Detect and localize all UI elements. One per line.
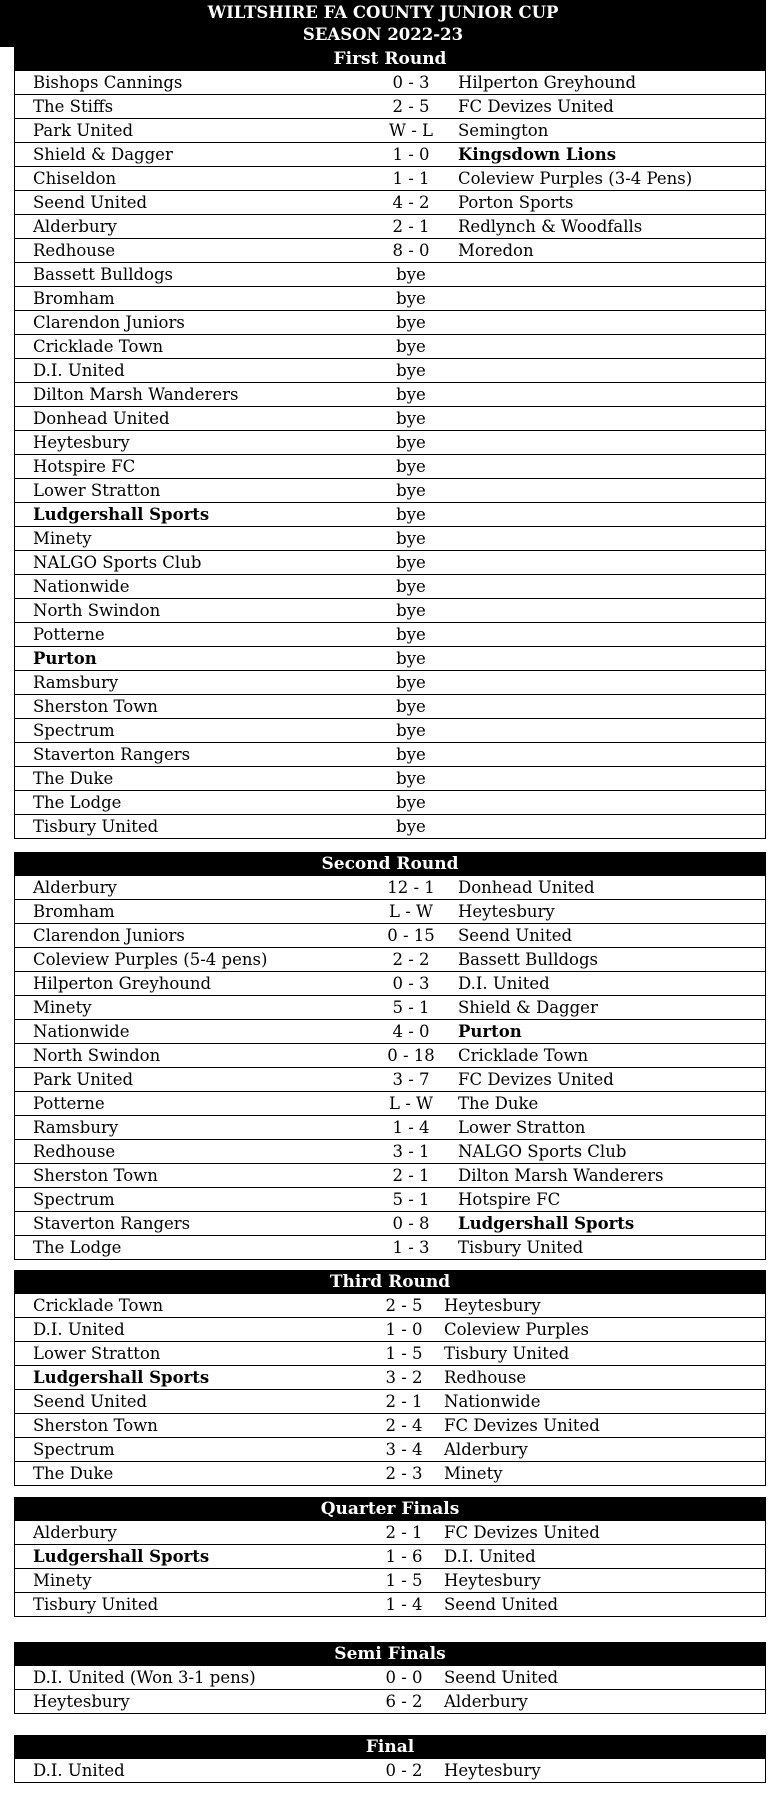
home-team: North Swindon — [33, 1046, 161, 1065]
home-team: Ludgershall Sports — [33, 1547, 210, 1566]
match-score: bye — [396, 697, 426, 716]
home-team: Potterne — [33, 625, 105, 644]
fixture-list — [14, 71, 766, 839]
match-score: bye — [396, 649, 426, 668]
fixture-row — [15, 287, 765, 311]
fixture-row — [15, 1759, 765, 1783]
match-score: 4 - 2 — [392, 193, 430, 212]
match-score: 2 - 5 — [385, 1296, 423, 1315]
fixture-row — [15, 996, 765, 1020]
match-score: 0 - 3 — [392, 974, 430, 993]
home-team: NALGO Sports Club — [33, 553, 202, 572]
home-team: Redhouse — [33, 241, 116, 260]
away-team: Hilperton Greyhound — [458, 73, 637, 92]
home-team: Seend United — [33, 1392, 148, 1411]
round-heading: Second Round — [14, 852, 766, 876]
away-team: Heytesbury — [444, 1571, 541, 1590]
title-line-2: SEASON 2022-23 — [302, 25, 464, 44]
away-team: Donhead United — [458, 878, 595, 897]
match-score: 5 - 1 — [392, 1190, 430, 1209]
fixture-row — [15, 119, 765, 143]
fixture-row — [15, 1390, 765, 1414]
away-team: Redhouse — [444, 1368, 527, 1387]
away-team: Heytesbury — [444, 1761, 541, 1780]
match-score: 3 - 4 — [385, 1440, 423, 1459]
home-team: Cricklade Town — [33, 1296, 164, 1315]
match-score: 0 - 3 — [392, 73, 430, 92]
fixture-row — [15, 1569, 765, 1593]
round-section — [14, 1735, 766, 1783]
away-team: Kingsdown Lions — [458, 145, 617, 164]
match-score: bye — [396, 721, 426, 740]
away-team: Hotspire FC — [458, 1190, 561, 1209]
fixture-row — [15, 743, 765, 767]
home-team: The Duke — [33, 769, 114, 788]
fixture-row — [15, 1438, 765, 1462]
away-team: Seend United — [444, 1668, 559, 1687]
away-team: Semington — [458, 121, 549, 140]
match-score: 8 - 0 — [392, 241, 430, 260]
away-team: Shield & Dagger — [458, 998, 598, 1017]
fixture-row — [15, 876, 765, 900]
match-score: bye — [396, 529, 426, 548]
fixture-row — [15, 527, 765, 551]
home-team: Cricklade Town — [33, 337, 164, 356]
match-score: 1 - 5 — [385, 1571, 423, 1590]
match-score: 5 - 1 — [392, 998, 430, 1017]
fixture-list — [14, 1759, 766, 1783]
match-score: 4 - 0 — [392, 1022, 430, 1041]
home-team: Bishops Cannings — [33, 73, 183, 92]
fixture-row — [15, 1236, 765, 1260]
away-team: Heytesbury — [444, 1296, 541, 1315]
title-line-1: WILTSHIRE FA COUNTY JUNIOR CUP — [207, 3, 559, 22]
fixture-row — [15, 407, 765, 431]
home-team: Bassett Bulldogs — [33, 265, 174, 284]
home-team: The Stiffs — [33, 97, 114, 116]
away-team: Bassett Bulldogs — [458, 950, 599, 969]
home-team: Donhead United — [33, 409, 170, 428]
home-team: Spectrum — [33, 721, 115, 740]
match-score: 0 - 15 — [387, 926, 435, 945]
match-score: bye — [396, 505, 426, 524]
match-score: 0 - 18 — [387, 1046, 435, 1065]
match-score: bye — [396, 289, 426, 308]
away-team: Alderbury — [444, 1692, 528, 1711]
round-heading: Third Round — [14, 1270, 766, 1294]
home-team: Purton — [33, 649, 97, 668]
home-team: Bromham — [33, 902, 115, 921]
home-team: Lower Stratton — [33, 1344, 161, 1363]
fixture-row — [15, 815, 765, 839]
match-score: bye — [396, 265, 426, 284]
away-team: Porton Sports — [458, 193, 574, 212]
fixture-row — [15, 167, 765, 191]
match-score: 0 - 2 — [385, 1761, 423, 1780]
match-score: bye — [396, 625, 426, 644]
home-team: Ludgershall Sports — [33, 505, 210, 524]
fixture-row — [15, 924, 765, 948]
fixture-row — [15, 71, 765, 95]
away-team: Lower Stratton — [458, 1118, 586, 1137]
fixture-row — [15, 1044, 765, 1068]
match-score: 1 - 1 — [392, 169, 430, 188]
fixture-row — [15, 1318, 765, 1342]
match-score: 2 - 1 — [392, 217, 430, 236]
fixture-row — [15, 791, 765, 815]
away-team: D.I. United — [458, 974, 550, 993]
home-team: Alderbury — [33, 1523, 117, 1542]
home-team: Alderbury — [33, 878, 117, 897]
match-score: bye — [396, 817, 426, 836]
fixture-row — [15, 1140, 765, 1164]
fixture-row — [15, 239, 765, 263]
away-team: Cricklade Town — [458, 1046, 589, 1065]
away-team: FC Devizes United — [444, 1416, 600, 1435]
match-score: 6 - 2 — [385, 1692, 423, 1711]
match-score: 3 - 2 — [385, 1368, 423, 1387]
home-team: The Duke — [33, 1464, 114, 1483]
round-section — [14, 1497, 766, 1617]
home-team: D.I. United (Won 3-1 pens) — [33, 1668, 256, 1687]
match-score: bye — [396, 337, 426, 356]
fixture-row — [15, 1414, 765, 1438]
home-team: Hilperton Greyhound — [33, 974, 212, 993]
home-team: The Lodge — [33, 793, 122, 812]
match-score: 1 - 3 — [392, 1238, 430, 1257]
home-team: Seend United — [33, 193, 148, 212]
fixture-row — [15, 455, 765, 479]
fixture-row — [15, 191, 765, 215]
fixture-row — [15, 143, 765, 167]
home-team: Minety — [33, 1571, 92, 1590]
home-team: Ramsbury — [33, 673, 119, 692]
match-score: 1 - 6 — [385, 1547, 423, 1566]
fixture-row — [15, 1462, 765, 1486]
fixture-row — [15, 1521, 765, 1545]
home-team: Dilton Marsh Wanderers — [33, 385, 239, 404]
match-score: 12 - 1 — [387, 878, 435, 897]
fixture-row — [15, 1188, 765, 1212]
home-team: Clarendon Juniors — [33, 313, 185, 332]
away-team: Dilton Marsh Wanderers — [458, 1166, 664, 1185]
fixture-row — [15, 1020, 765, 1044]
home-team: Sherston Town — [33, 697, 158, 716]
away-team: FC Devizes United — [444, 1523, 600, 1542]
page-title — [0, 0, 766, 47]
match-score: bye — [396, 793, 426, 812]
fixture-row — [15, 263, 765, 287]
fixture-row — [15, 1690, 765, 1714]
home-team: D.I. United — [33, 1320, 125, 1339]
fixture-row — [15, 95, 765, 119]
fixture-list — [14, 876, 766, 1260]
fixture-row — [15, 1342, 765, 1366]
match-score: 1 - 0 — [392, 145, 430, 164]
fixture-row — [15, 695, 765, 719]
away-team: Tisbury United — [444, 1344, 570, 1363]
home-team: Clarendon Juniors — [33, 926, 185, 945]
match-score: 0 - 0 — [385, 1668, 423, 1687]
match-score: 0 - 8 — [392, 1214, 430, 1233]
home-team: Chiseldon — [33, 169, 117, 188]
fixture-row — [15, 431, 765, 455]
fixture-row — [15, 948, 765, 972]
fixture-row — [15, 1593, 765, 1617]
home-team: North Swindon — [33, 601, 161, 620]
away-team: FC Devizes United — [458, 1070, 614, 1089]
home-team: Potterne — [33, 1094, 105, 1113]
match-score: bye — [396, 433, 426, 452]
away-team: Seend United — [458, 926, 573, 945]
match-score: bye — [396, 313, 426, 332]
home-team: The Lodge — [33, 1238, 122, 1257]
home-team: Staverton Rangers — [33, 1214, 191, 1233]
round-section — [14, 1270, 766, 1486]
fixture-row — [15, 1212, 765, 1236]
match-score: 1 - 5 — [385, 1344, 423, 1363]
fixture-row — [15, 599, 765, 623]
fixture-row — [15, 1092, 765, 1116]
home-team: Spectrum — [33, 1440, 115, 1459]
fixture-row — [15, 1116, 765, 1140]
match-score: 1 - 4 — [385, 1595, 423, 1614]
match-score: L - W — [389, 902, 433, 921]
match-score: bye — [396, 553, 426, 572]
round-heading: Semi Finals — [14, 1642, 766, 1666]
fixture-row — [15, 575, 765, 599]
fixture-row — [15, 1164, 765, 1188]
fixture-row — [15, 479, 765, 503]
fixture-row — [15, 311, 765, 335]
home-team: Ludgershall Sports — [33, 1368, 210, 1387]
fixture-row — [15, 900, 765, 924]
home-team: Staverton Rangers — [33, 745, 191, 764]
home-team: Lower Stratton — [33, 481, 161, 500]
round-heading: Final — [14, 1735, 766, 1759]
round-heading: Quarter Finals — [14, 1497, 766, 1521]
match-score: 2 - 2 — [392, 950, 430, 969]
fixture-row — [15, 215, 765, 239]
away-team: Minety — [444, 1464, 503, 1483]
home-team: Tisbury United — [33, 1595, 159, 1614]
away-team: Alderbury — [444, 1440, 528, 1459]
match-score: bye — [396, 601, 426, 620]
home-team: Minety — [33, 998, 92, 1017]
fixture-row — [15, 623, 765, 647]
home-team: Ramsbury — [33, 1118, 119, 1137]
match-score: 2 - 1 — [385, 1523, 423, 1542]
away-team: Ludgershall Sports — [458, 1214, 635, 1233]
home-team: Sherston Town — [33, 1166, 158, 1185]
home-team: Minety — [33, 529, 92, 548]
away-team: Heytesbury — [458, 902, 555, 921]
round-section — [14, 852, 766, 1260]
away-team: Coleview Purples — [444, 1320, 590, 1339]
match-score: bye — [396, 577, 426, 596]
match-score: 2 - 4 — [385, 1416, 423, 1435]
match-score: 3 - 1 — [392, 1142, 430, 1161]
match-score: bye — [396, 481, 426, 500]
away-team: Coleview Purples (3-4 Pens) — [458, 169, 693, 188]
home-team: Nationwide — [33, 577, 130, 596]
fixture-row — [15, 1666, 765, 1690]
match-score: bye — [396, 457, 426, 476]
away-team: FC Devizes United — [458, 97, 614, 116]
match-score: 1 - 4 — [392, 1118, 430, 1137]
fixture-row — [15, 1545, 765, 1569]
away-team: Tisbury United — [458, 1238, 584, 1257]
fixture-row — [15, 647, 765, 671]
fixture-row — [15, 719, 765, 743]
fixture-row — [15, 503, 765, 527]
fixture-row — [15, 1068, 765, 1092]
match-score: L - W — [389, 1094, 433, 1113]
fixture-row — [15, 767, 765, 791]
away-team: Purton — [458, 1022, 522, 1041]
away-team: Seend United — [444, 1595, 559, 1614]
fixture-list — [14, 1294, 766, 1486]
away-team: The Duke — [458, 1094, 539, 1113]
match-score: W - L — [389, 121, 433, 140]
home-team: Park United — [33, 121, 134, 140]
match-score: 2 - 3 — [385, 1464, 423, 1483]
match-score: bye — [396, 409, 426, 428]
match-score: 1 - 0 — [385, 1320, 423, 1339]
home-team: Heytesbury — [33, 433, 130, 452]
match-score: bye — [396, 745, 426, 764]
home-team: D.I. United — [33, 361, 125, 380]
home-team: Bromham — [33, 289, 115, 308]
fixture-row — [15, 383, 765, 407]
fixture-list — [14, 1521, 766, 1617]
round-heading: First Round — [14, 47, 766, 71]
match-score: bye — [396, 361, 426, 380]
round-section — [14, 1642, 766, 1714]
fixture-row — [15, 972, 765, 996]
home-team: Tisbury United — [33, 817, 159, 836]
match-score: bye — [396, 673, 426, 692]
home-team: Nationwide — [33, 1022, 130, 1041]
away-team: Nationwide — [444, 1392, 541, 1411]
away-team: D.I. United — [444, 1547, 536, 1566]
fixture-row — [15, 1294, 765, 1318]
fixture-row — [15, 1366, 765, 1390]
fixture-row — [15, 359, 765, 383]
round-section — [14, 47, 766, 839]
home-team: Alderbury — [33, 217, 117, 236]
home-team: Park United — [33, 1070, 134, 1089]
home-team: Coleview Purples (5-4 pens) — [33, 950, 268, 969]
away-team: Moredon — [458, 241, 534, 260]
match-score: bye — [396, 769, 426, 788]
home-team: D.I. United — [33, 1761, 125, 1780]
away-team: Redlynch & Woodfalls — [458, 217, 643, 236]
match-score: 2 - 5 — [392, 97, 430, 116]
home-team: Spectrum — [33, 1190, 115, 1209]
home-team: Heytesbury — [33, 1692, 130, 1711]
match-score: 2 - 1 — [385, 1392, 423, 1411]
away-team: NALGO Sports Club — [458, 1142, 627, 1161]
fixture-row — [15, 335, 765, 359]
home-team: Redhouse — [33, 1142, 116, 1161]
match-score: bye — [396, 385, 426, 404]
match-score: 2 - 1 — [392, 1166, 430, 1185]
fixture-row — [15, 551, 765, 575]
fixture-list — [14, 1666, 766, 1714]
home-team: Sherston Town — [33, 1416, 158, 1435]
home-team: Shield & Dagger — [33, 145, 173, 164]
home-team: Hotspire FC — [33, 457, 136, 476]
fixture-row — [15, 671, 765, 695]
match-score: 3 - 7 — [392, 1070, 430, 1089]
